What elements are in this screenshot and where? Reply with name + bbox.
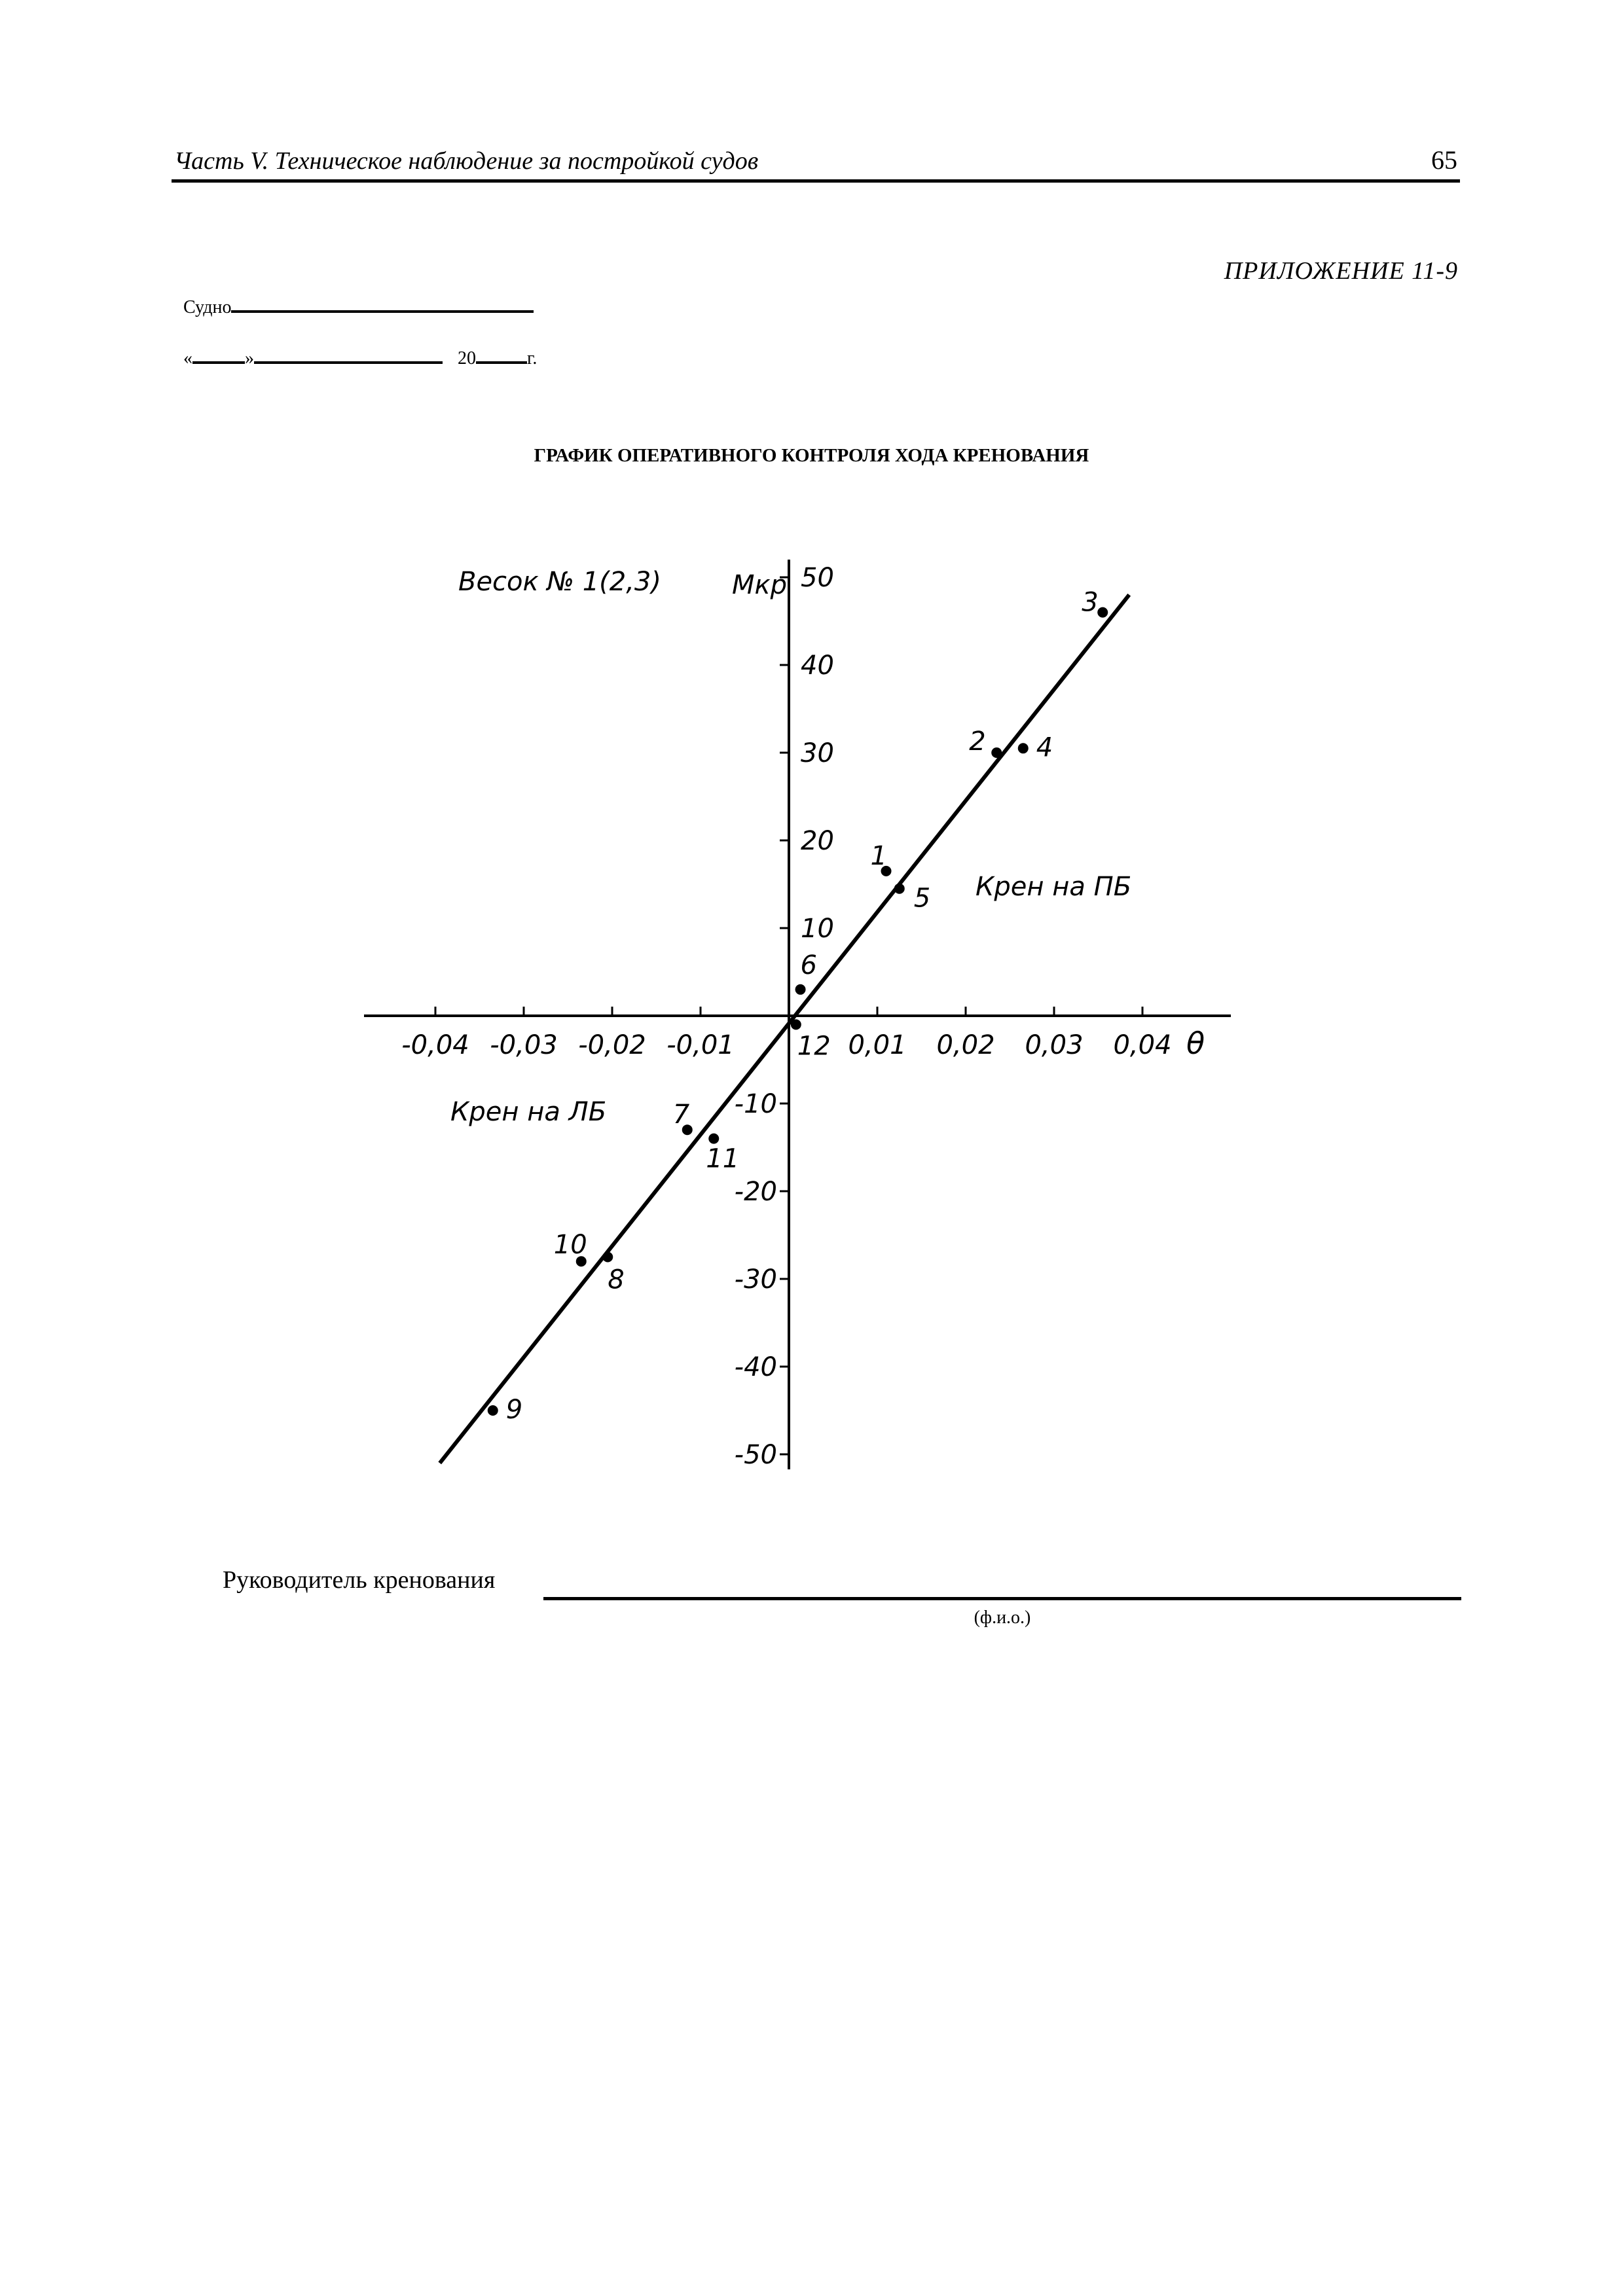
data-point [1018, 743, 1029, 753]
page-number: 65 [1431, 145, 1457, 175]
x-axis-label: θ [1186, 1026, 1205, 1061]
x-tick-label: 0,03 [1025, 1030, 1084, 1060]
date-close-quote: » [245, 348, 254, 368]
y-tick-label: 50 [801, 563, 834, 593]
data-point [991, 747, 1002, 758]
y-tick-label: 30 [801, 738, 834, 768]
signature-block [223, 1566, 1460, 1644]
port-heel-label: Крен на ЛБ [450, 1097, 607, 1127]
data-point-label: 5 [913, 883, 931, 914]
trend-line [440, 595, 1132, 1463]
data-point-label: 6 [800, 950, 818, 980]
running-title: Часть V. Техническое наблюдение за постройкой судов [174, 147, 759, 175]
x-tick-label: 0,02 [936, 1030, 995, 1060]
x-tick-label: 0,04 [1113, 1030, 1172, 1060]
y-tick-label: -30 [734, 1265, 777, 1295]
y-tick-label: -10 [734, 1089, 777, 1119]
data-point [791, 1019, 801, 1030]
data-point-label: 7 [672, 1100, 690, 1130]
date-open-quote: « [183, 348, 192, 368]
document-title: ГРАФИК ОПЕРАТИВНОГО КОНТРОЛЯ ХОДА КРЕНОВАНИЯ [534, 445, 1089, 466]
y-tick-label: 40 [801, 651, 834, 681]
signature-line [543, 1597, 1461, 1600]
y-tick-label: -40 [734, 1352, 777, 1382]
data-point [1097, 607, 1108, 618]
x-tick-label: 0,01 [848, 1030, 907, 1060]
data-point-label: 4 [1036, 732, 1053, 763]
x-tick-label: -0,04 [401, 1030, 469, 1060]
weight-label: Весок № 1(2,3) [458, 567, 661, 597]
data-point [894, 884, 905, 894]
ship-label: Судно [183, 297, 232, 317]
data-point [708, 1134, 719, 1144]
x-tick-label: -0,01 [666, 1030, 735, 1060]
data-point-label: 10 [553, 1230, 587, 1261]
data-point-label: 12 [797, 1031, 831, 1062]
y-tick-label: 10 [801, 914, 834, 944]
starboard-heel-label: Крен на ПБ [976, 872, 1132, 902]
supervisor-label: Руководитель кренования [223, 1566, 496, 1594]
x-tick-label: -0,03 [490, 1030, 558, 1060]
data-point [488, 1405, 498, 1416]
appendix-label: ПРИЛОЖЕНИЕ 11-9 [1224, 257, 1458, 285]
year-prefix: 20 [458, 348, 476, 368]
data-point-label: 8 [608, 1265, 625, 1295]
y-axis-label: Мкр [732, 570, 788, 600]
data-point-label: 2 [969, 726, 986, 757]
data-point [795, 984, 806, 995]
year-suffix: г. [527, 348, 538, 368]
data-point-label: 1 [870, 840, 887, 871]
signature-caption: (ф.и.о.) [974, 1607, 1031, 1628]
x-tick-label: -0,02 [578, 1030, 646, 1060]
data-point-label: 9 [505, 1395, 523, 1425]
data-point-label: 3 [1082, 587, 1099, 618]
y-tick-label: -20 [734, 1177, 777, 1207]
data-point-label: 11 [706, 1143, 740, 1174]
y-tick-label: -50 [734, 1440, 777, 1470]
data-point [602, 1252, 613, 1263]
y-tick-label: 20 [801, 826, 834, 856]
